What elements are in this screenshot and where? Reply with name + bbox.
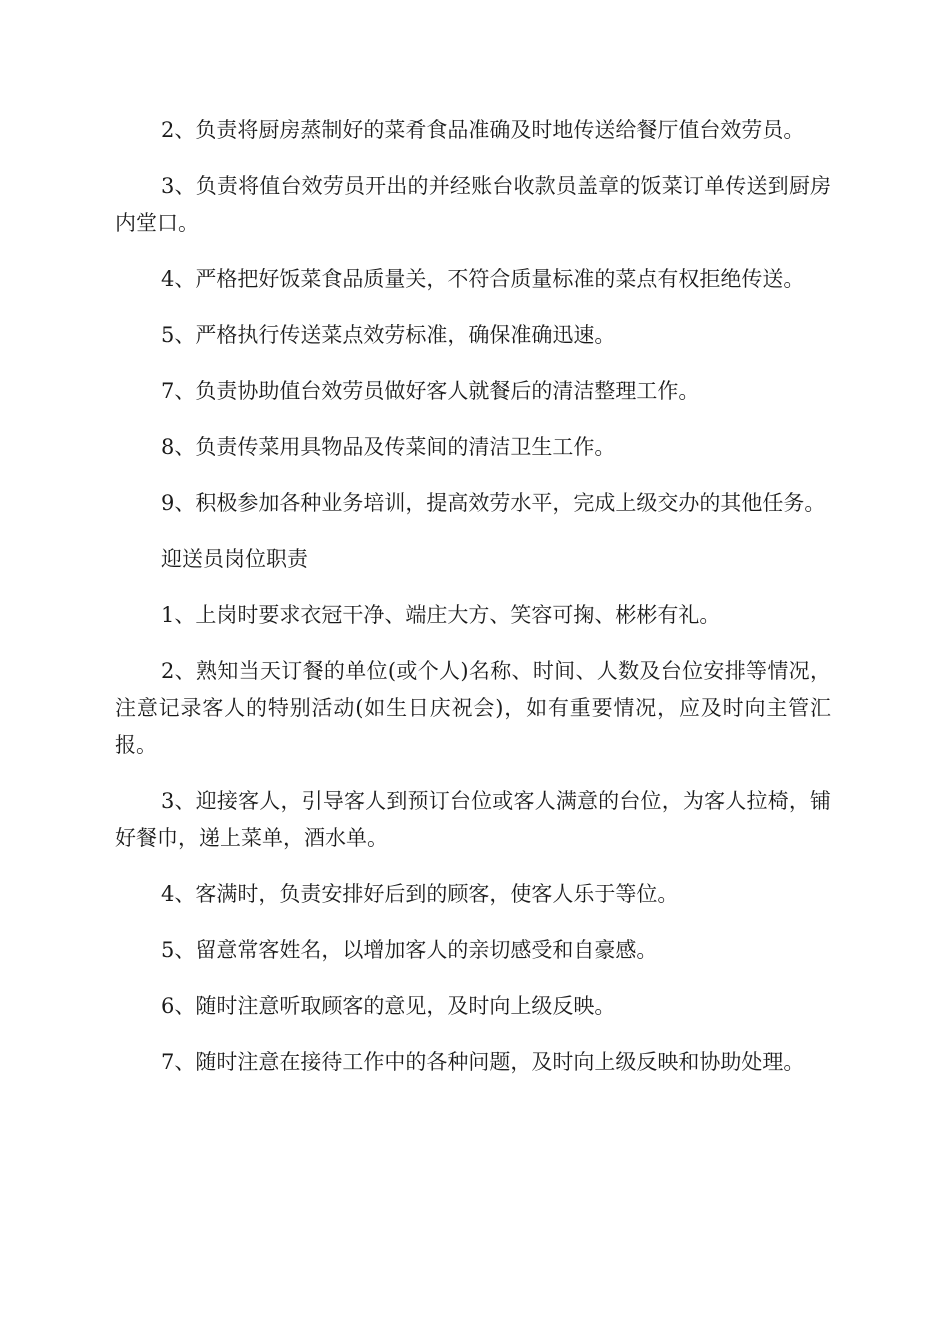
paragraph-duty-4: 4、严格把好饭菜食品质量关，不符合质量标准的菜点有权拒绝传送。 — [161, 267, 805, 291]
paragraph-greeter-duty-3: 3、迎接客人，引导客人到预订台位或客人满意的台位，为客人拉椅，铺好餐巾，递上菜单，酒水单。 — [115, 789, 831, 850]
section-heading-greeter-duties: 迎送员岗位职责 — [161, 547, 308, 571]
paragraph-greeter-duty-7: 7、随时注意在接待工作中的各种问题，及时向上级反映和协助处理。 — [161, 1050, 805, 1074]
paragraph-greeter-duty-4: 4、客满时，负责安排好后到的顾客，使客人乐于等位。 — [161, 882, 679, 906]
paragraph-duty-9: 9、积极参加各种业务培训，提高效劳水平，完成上级交办的其他任务。 — [161, 491, 826, 515]
paragraph-duty-8: 8、负责传菜用具物品及传菜间的清洁卫生工作。 — [161, 435, 616, 459]
paragraph-greeter-duty-1: 1、上岗时要求衣冠干净、端庄大方、笑容可掬、彬彬有礼。 — [161, 603, 721, 627]
paragraph-greeter-duty-5: 5、留意常客姓名，以增加客人的亲切感受和自豪感。 — [161, 938, 658, 962]
paragraph-duty-3: 3、负责将值台效劳员开出的并经账台收款员盖章的饭菜订单传送到厨房内堂口。 — [115, 174, 831, 235]
paragraph-greeter-duty-6: 6、随时注意听取顾客的意见，及时向上级反映。 — [161, 994, 616, 1018]
paragraph-greeter-duty-2: 2、熟知当天订餐的单位(或个人)名称、时间、人数及台位安排等情况，注意记录客人的特别活动(如生日庆祝会)，如有重要情况，应及时向主管汇报。 — [115, 659, 831, 757]
paragraph-duty-5: 5、严格执行传送菜点效劳标准，确保准确迅速。 — [161, 323, 616, 347]
paragraph-duty-2: 2、负责将厨房蒸制好的菜肴食品准确及时地传送给餐厅值台效劳员。 — [161, 118, 805, 142]
paragraph-duty-7: 7、负责协助值台效劳员做好客人就餐后的清洁整理工作。 — [161, 379, 700, 403]
document-body — [115, 112, 831, 1100]
